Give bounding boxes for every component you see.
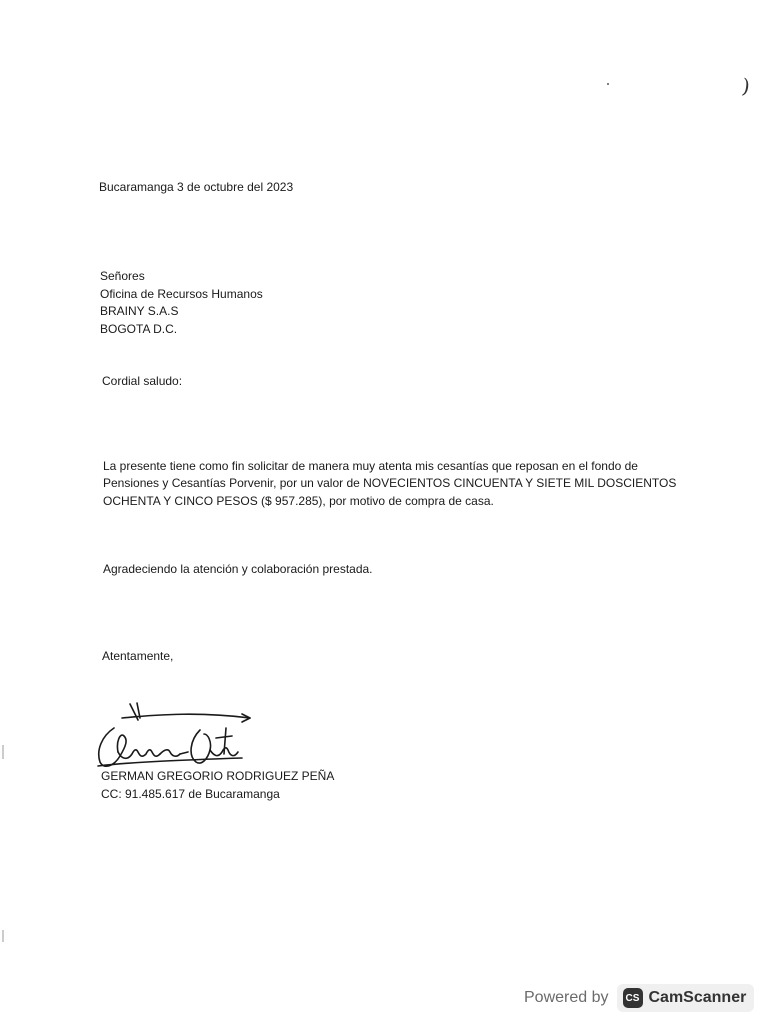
letter-date: Bucaramanga 3 de octubre del 2023 [99, 180, 294, 194]
scan-edge-mark [2, 930, 4, 942]
camscanner-watermark [524, 982, 754, 1014]
handwritten-signature [92, 700, 262, 775]
signer-id: CC: 91.485.617 de Bucaramanga [101, 787, 280, 801]
recipient-line: BRAINY S.A.S [100, 304, 179, 318]
closing: Atentamente, [102, 649, 174, 663]
scan-speck [607, 83, 609, 85]
recipient-line: Oficina de Recursos Humanos [100, 287, 263, 301]
camscanner-name: CamScanner [648, 989, 747, 1006]
recipient-line: BOGOTA D.C. [100, 322, 178, 336]
recipient-line: Señores [100, 269, 145, 283]
camscanner-logo-icon: CS [623, 988, 643, 1008]
camscanner-badge [617, 984, 755, 1012]
body-line: OCHENTA Y CINCO PESOS ($ 957.285), por motivo de compra de casa. [103, 494, 494, 508]
body-line: La presente tiene como fin solicitar de manera muy atenta mis cesantías que reposan en el fondo de [103, 459, 638, 473]
body-line: Pensiones y Cesantías Porvenir, por un valor de NOVECIENTOS CINCUENTA Y SIETE MIL DOSCIENTOS [103, 476, 677, 490]
greeting: Cordial saludo: [102, 374, 183, 388]
scan-edge-mark [2, 745, 4, 759]
scan-pen-mark: ) [740, 73, 752, 99]
powered-by-label: Powered by [524, 989, 609, 1006]
signer-name: GERMAN GREGORIO RODRIGUEZ PEÑA [101, 769, 335, 783]
thanks-line: Agradeciendo la atención y colaboración prestada. [103, 562, 373, 576]
